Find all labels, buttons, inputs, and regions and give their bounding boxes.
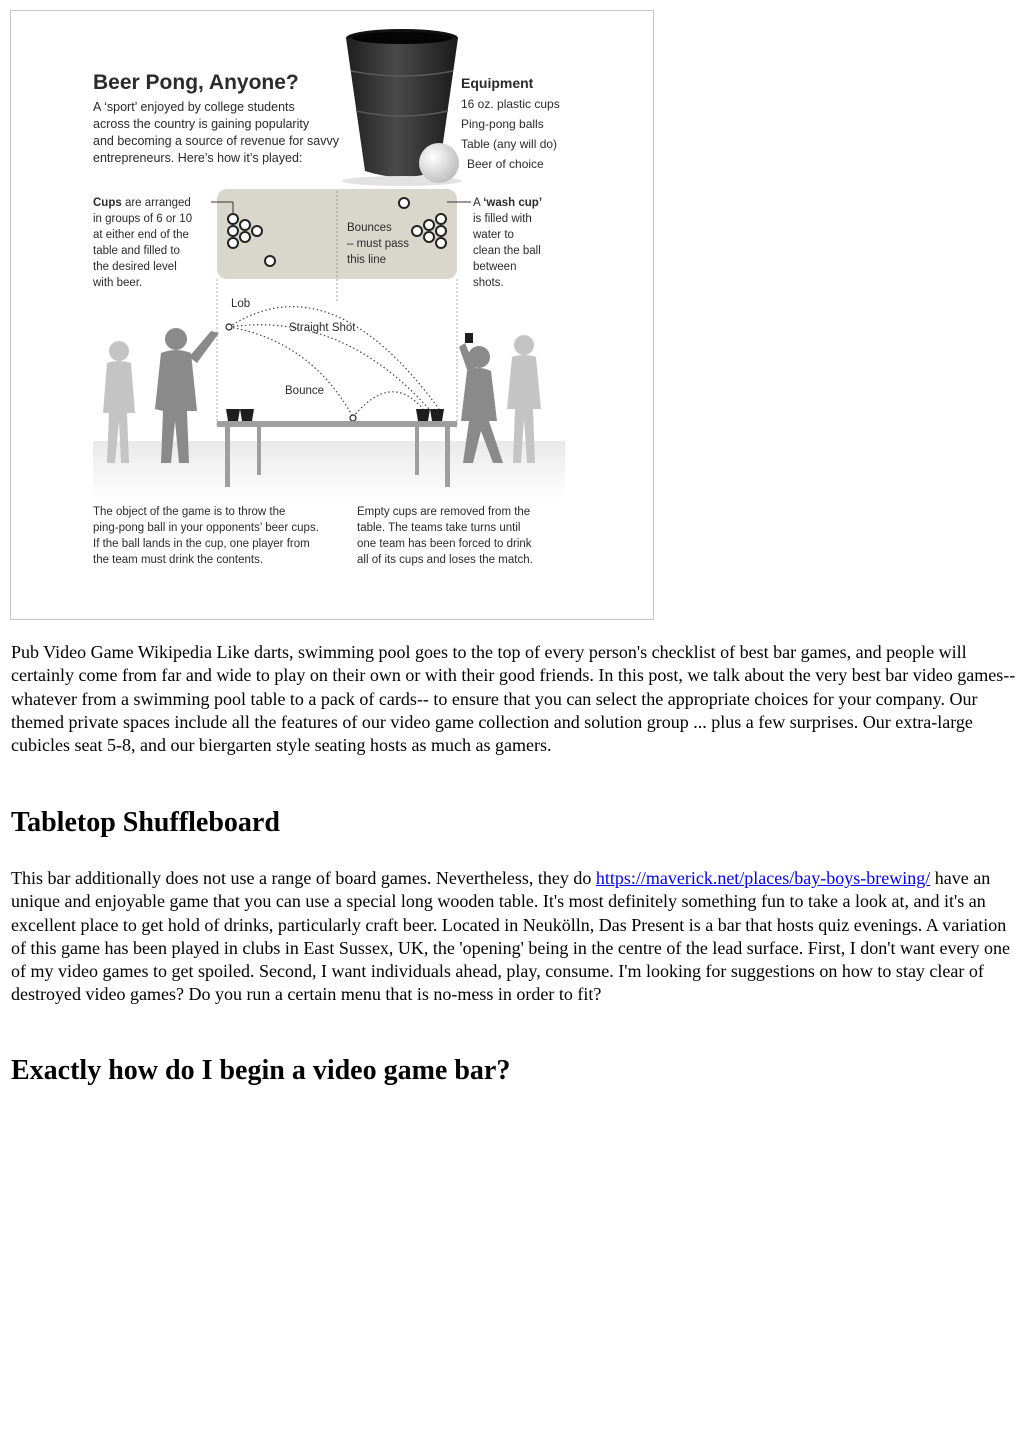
paragraph-2-text-after: have an unique and enjoyable game that you can use a special long wooden table. It's most definitely something fun to take a look at, and it's an excellent place to get hold of drinks, particularly craft beer. Located in Neukölln, Das Present is a bar that hosts quiz evenings. A variation of this game has been played in clubs in East Sussex, UK, the 'opening' being in the centre of the lead surface. First, I don't want every one of my video games to get spoiled. Second, I want individuals ahead, play, consume. I'm looking for suggestions on how to stay clear of destroyed video games? Do you run a certain menu that is no-mess in order to fit? (11, 868, 1010, 1005)
caption-right-line: all of its cups and loses the match. (357, 554, 533, 566)
cups-label: Cups are arranged (93, 197, 191, 209)
table-cups-icon (226, 409, 444, 421)
equipment-item: Beer of choice (467, 157, 544, 171)
equipment-item: Ping-pong balls (461, 117, 544, 131)
equipment-heading: Equipment (461, 75, 534, 91)
wash-line: between (473, 261, 517, 273)
ping-pong-ball-icon (419, 143, 459, 183)
equipment-item: 16 oz. plastic cups (461, 97, 560, 111)
cups-line: table and filled to (93, 245, 180, 257)
bounces-line: – must pass (347, 238, 409, 250)
intro-line-3: and becoming a source of revenue for savvy (93, 134, 339, 148)
caption-right-line: Empty cups are removed from the (357, 506, 531, 518)
infographic-figure (10, 10, 654, 620)
straight-shot-label: Straight Shot (289, 322, 356, 334)
intro-line-1: A ‘sport’ enjoyed by college students (93, 100, 295, 114)
wash-line: water to (473, 229, 514, 241)
wash-line: is filled with (473, 213, 532, 225)
caption-left-line: the team must drink the contents. (93, 554, 264, 566)
caption-left-line: The object of the game is to throw the (93, 506, 286, 518)
equipment-item: Table (any will do) (461, 137, 558, 151)
paragraph-2-text-before: This bar additionally does not use a range of board games. Nevertheless, they do (11, 868, 596, 888)
maverick-link[interactable]: https://maverick.net/places/bay-boys-brewing/ (595, 868, 931, 888)
caption-right-line: one team has been forced to drink (357, 538, 532, 550)
bounces-line: this line (347, 254, 386, 266)
intro-line-2: across the country is gaining popularity (93, 117, 310, 131)
caption-left-line: If the ball lands in the cup, one player from (93, 538, 310, 550)
intro-line-4: entrepreneurs. Here’s how it’s played: (93, 151, 303, 165)
beer-pong-infographic (11, 11, 653, 619)
article-paragraph-1: Pub Video Game Wikipedia Like darts, swimming pool goes to the top of every person's checklist of best bar games, and people will certainly come from far and wide to play on their own or with their good friends. In this post, we talk about the very best bar video games-- whatever from a swimming pool table to a pack of cards-- to ensure that you can select the appropriate choices for your company. Our themed private spaces include all the features of our video game collection and solution group ... plus a few surprises. Our extra-large cubicles seat 5-8, and our biergarten style seating hosts as much as gamers. (11, 642, 1016, 756)
cups-line: in groups of 6 or 10 (93, 213, 193, 225)
caption-right-line: table. The teams take turns until (357, 522, 521, 534)
cups-line: at either end of the (93, 229, 189, 241)
bounces-line: Bounces (347, 222, 392, 234)
infographic-title: Beer Pong, Anyone? (93, 71, 299, 94)
cups-line: the desired level (93, 261, 177, 273)
article-paragraph-2 (11, 867, 1016, 1007)
section-heading-shuffleboard: Tabletop Shuffleboard (11, 807, 280, 838)
wash-line: shots. (473, 277, 504, 289)
caption-left-line: ping-pong ball in your opponents’ beer cups. (93, 522, 319, 534)
lob-label: Lob (231, 298, 251, 310)
cups-line: with beer. (93, 277, 143, 289)
wash-cup-label: A ‘wash cup’ (473, 197, 543, 209)
section-heading-video-game-bar: Exactly how do I begin a video game bar? (11, 1055, 511, 1086)
bounce-label: Bounce (285, 385, 325, 397)
wash-line: clean the ball (473, 245, 541, 257)
